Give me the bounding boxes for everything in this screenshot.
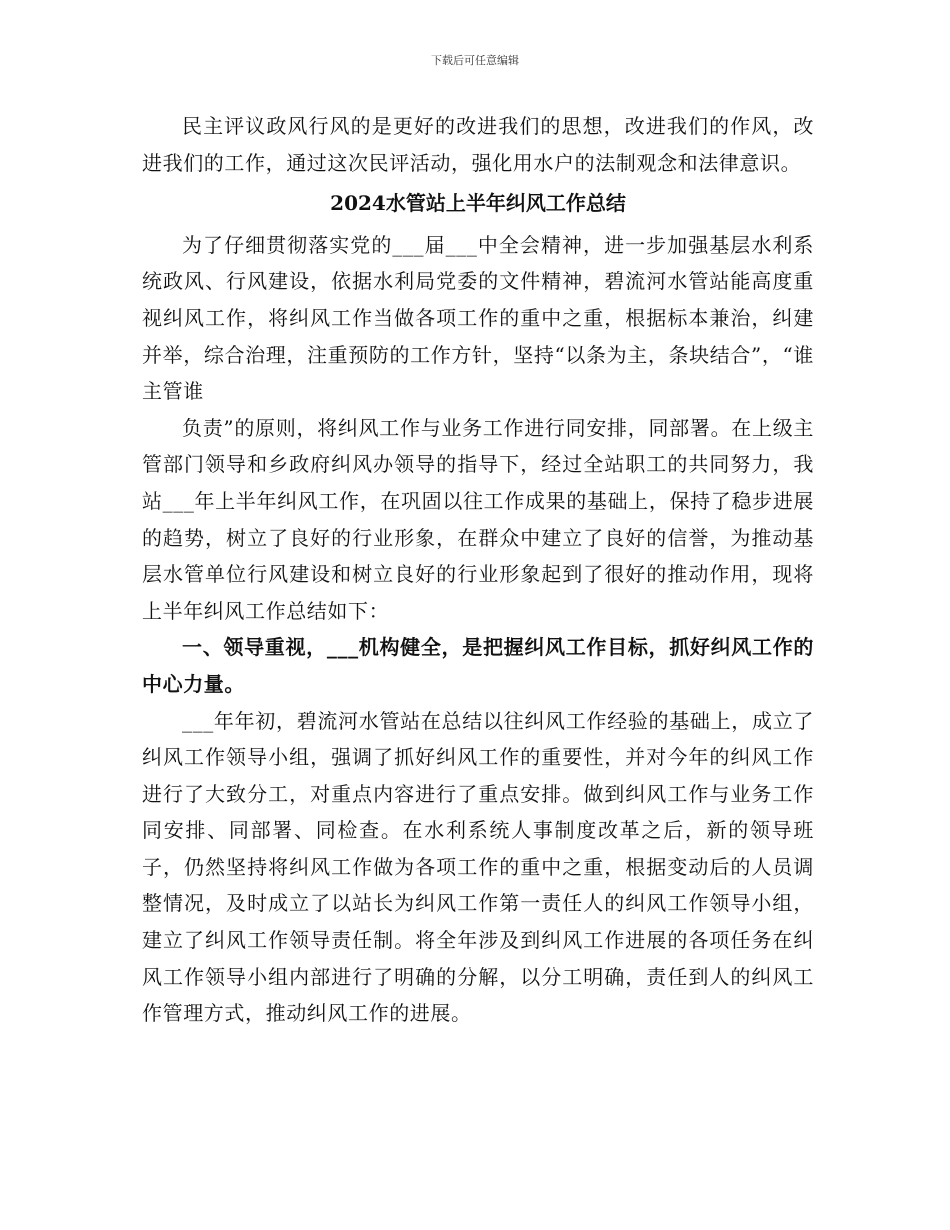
section-1-paragraph: ___年年初，碧流河水管站在总结以往纠风工作经验的基础上，成立了纠风工作领导小组，强调了抓好纠风工作的重要性，并对今年的纠风工作进行了大致分工，对重点内容进行了重点安排。做到纠风工作与业务工作同安排、同部署、同检查。在水利系统人事制度改革之后，新的领导班子，仍然坚持将纠风工作做为各项工作的重中之重，根据变动后的人员调整情况，及时成立了以站长为纠风工作第一责任人的纠风工作领导小组，建立了纠风工作领导责任制。将全年涉及到纠风工作进展的各项任务在纠风工作领导小组内部进行了明确的分解，以分工明确，责任到人的纠风工作管理方式，推动纠风工作的进展。 [142, 708, 814, 1026]
intro-paragraph: 民主评议政风行风的是更好的改进我们的思想，改进我们的作风，改进我们的工作，通过这次民评活动，强化用水户的法制观念和法律意识。 [142, 114, 814, 175]
page-header: 下载后可任意编辑 [431, 54, 519, 67]
document-title: 2024水管站上半年纠风工作总结 [330, 191, 626, 216]
summary-paragraph: 负责”的原则，将纠风工作与业务工作进行同安排，同部署。在上级主管部门领导和乡政府纠风办领导的指导下，经过全站职工的共同努力，我站___年上半年纠风工作，在巩固以往工作成果的基础上，保持了稳步进展的趋势，树立了良好的行业形象，在群众中建立了良好的信誉，为推动基层水管单位行风建设和树立良好的行业形象起到了很好的推动作用，现将上半年纠风工作总结如下： [142, 415, 814, 623]
document-body [142, 108, 814, 1032]
opening-paragraph: 为了仔细贯彻落实党的___届___中全会精神，进一步加强基层水利系统政风、行风建设，依据水利局党委的文件精神，碧流河水管站能高度重视纠风工作，将纠风工作当做各项工作的重中之重，根据标本兼治，纠建并举，综合治理，注重预防的工作方针，坚持“以条为主，条块结合”，“谁主管谁 [142, 232, 814, 404]
section-heading-1: 一、领导重视，___机构健全，是把握纠风工作目标，抓好纠风工作的中心力量。 [142, 635, 814, 696]
